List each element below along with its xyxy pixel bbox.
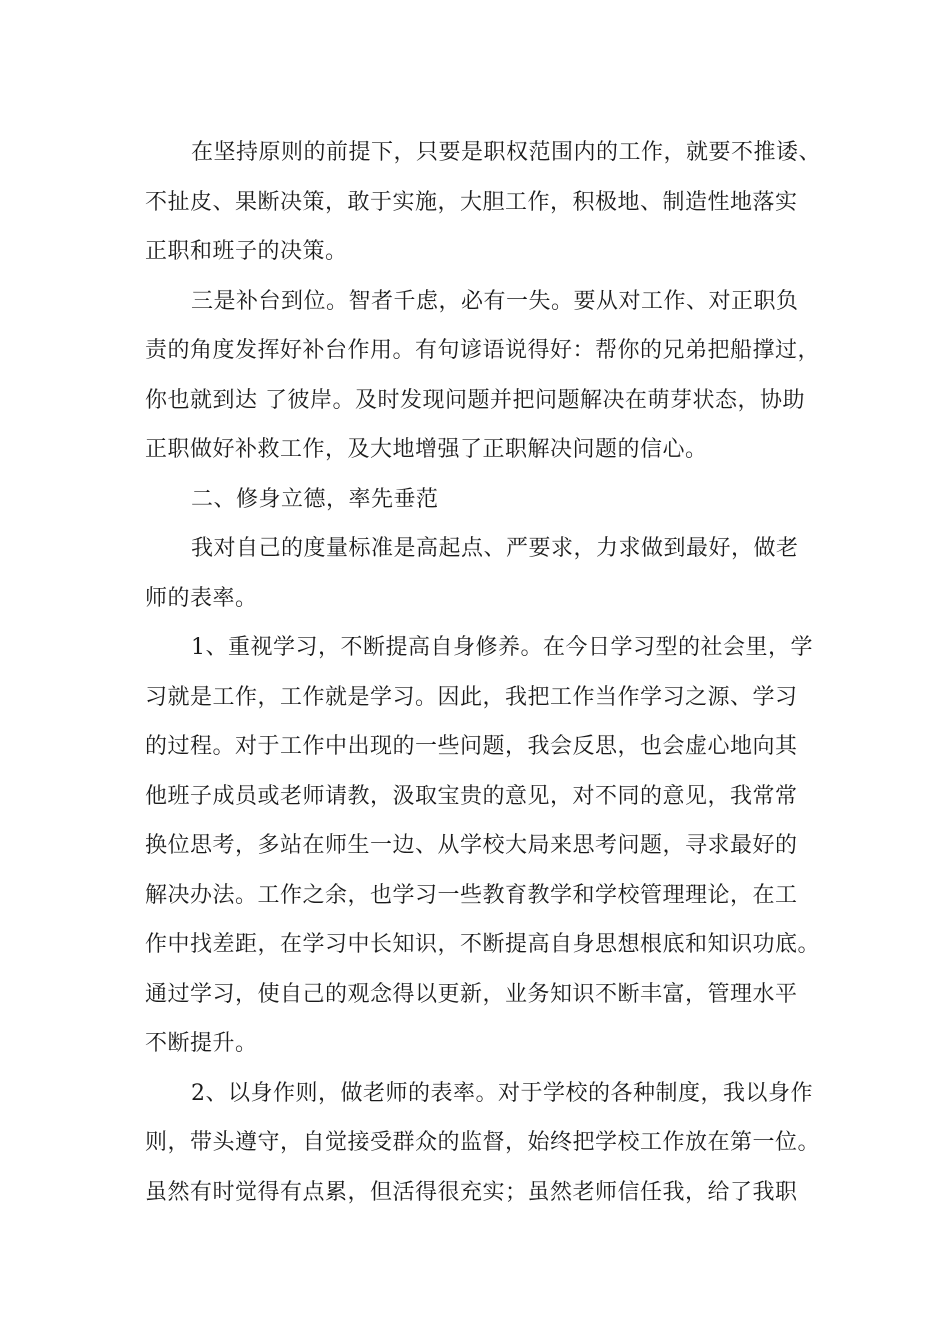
text-line: 换位思考，多站在师生一边、从学校大局来思考问题，寻求最好的	[145, 833, 798, 858]
text-line: 二、修身立德，率先垂范	[191, 486, 439, 512]
text-line: 2、以身作则，做老师的表率。对于学校的各种制度，我以身作	[191, 1080, 813, 1106]
text-line: 习就是工作，工作就是学习。因此，我把工作当作学习之源、学习	[145, 684, 798, 710]
paragraph-2	[145, 277, 825, 475]
text-line: 解决办法。工作之余，也学习一些教育教学和学校管理理论，在工	[145, 882, 798, 908]
document-body	[145, 128, 825, 1217]
text-line: 作中找差距，在学习中长知识，不断提高自身思想根底和知识功底。	[145, 932, 821, 957]
text-line: 1、重视学习，不断提高自身修养。在今日学习型的社会里，学	[191, 635, 813, 660]
paragraph-3	[145, 524, 825, 623]
text-line: 你也就到达 了彼岸。及时发现问题并把问题解决在萌芽状态，协助	[145, 387, 805, 413]
text-line: 不扯皮、果断决策，敢于实施，大胆工作，积极地、制造性地落实	[145, 189, 798, 215]
paragraph-5	[145, 1069, 825, 1218]
text-line: 我对自己的度量标准是高起点、严要求，力求做到最好，做老	[191, 536, 799, 561]
text-line: 师的表率。	[145, 585, 258, 611]
text-line: 的过程。对于工作中出现的一些问题，我会反思，也会虚心地向其	[145, 734, 798, 759]
text-line: 正职做好补救工作，及大地增强了正职解决问题的信心。	[145, 437, 708, 462]
text-line: 则，带头遵守，自觉接受群众的监督，始终把学校工作放在第一位。	[145, 1130, 821, 1155]
text-line: 正职和班子的决策。	[145, 239, 348, 264]
text-line: 在坚持原则的前提下，只要是职权范围内的工作，就要不推诿、	[191, 140, 822, 165]
section-heading	[145, 475, 825, 525]
paragraph-4	[145, 623, 825, 1069]
paragraph-1	[145, 128, 825, 277]
text-line: 三是补台到位。智者千虑，必有一失。要从对工作、对正职负	[191, 288, 799, 314]
text-line: 通过学习，使自己的观念得以更新，业务知识不断丰富，管理水平	[145, 981, 798, 1007]
text-line: 虽然有时觉得有点累，但活得很充实；虽然老师信任我，给了我职	[145, 1179, 798, 1205]
text-line: 责的角度发挥好补台作用。有句谚语说得好：帮你的兄弟把船撑过，	[145, 338, 821, 363]
text-line: 他班子成员或老师请教，汲取宝贵的意见，对不同的意见，我常常	[145, 783, 798, 809]
text-line: 不断提升。	[145, 1031, 258, 1056]
